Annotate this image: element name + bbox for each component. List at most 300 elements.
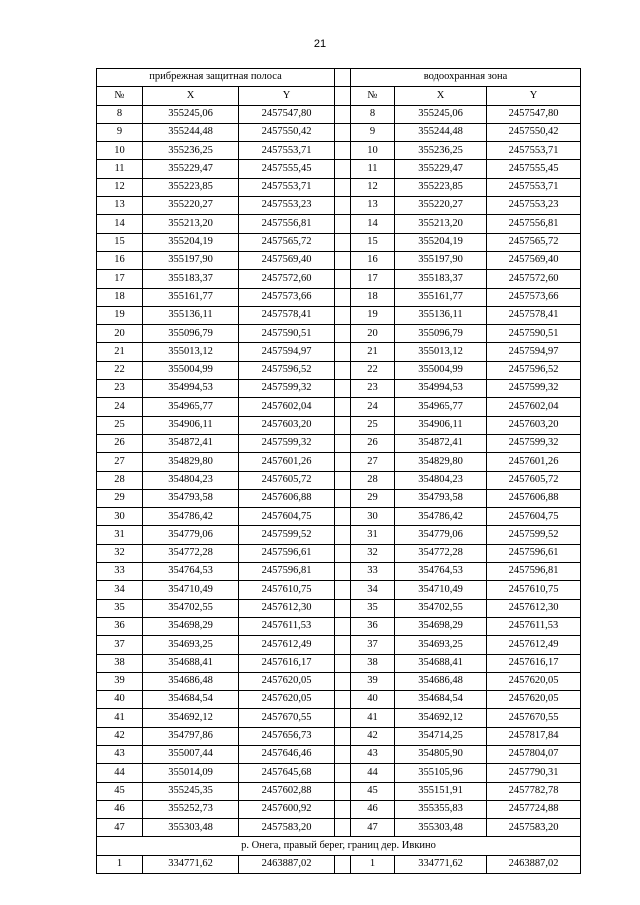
right-num-cell: 15 (351, 233, 395, 251)
left-y-cell: 2457670,55 (239, 709, 335, 727)
left-y-cell: 2457594,97 (239, 343, 335, 361)
right-num-cell: 11 (351, 160, 395, 178)
left-y-cell: 2457602,04 (239, 398, 335, 416)
table-row (97, 361, 581, 379)
table-row (97, 105, 581, 123)
right-y-cell: 2457569,40 (487, 251, 581, 269)
column-gap (335, 691, 351, 709)
left-y-cell: 2457596,61 (239, 544, 335, 562)
left-y-cell: 2457555,45 (239, 160, 335, 178)
left-x-cell: 355223,85 (143, 178, 239, 196)
right-x-cell: 355151,91 (395, 782, 487, 800)
right-y-cell: 2457596,52 (487, 361, 581, 379)
right-x-cell: 354772,28 (395, 544, 487, 562)
column-gap (335, 87, 351, 105)
table-row (97, 599, 581, 617)
table-row (97, 325, 581, 343)
column-gap (335, 361, 351, 379)
column-gap (335, 599, 351, 617)
right-num-cell: 17 (351, 270, 395, 288)
left-num-cell: 31 (97, 526, 143, 544)
right-x-cell: 354786,42 (395, 508, 487, 526)
column-gap (335, 819, 351, 837)
right-num-cell: 24 (351, 398, 395, 416)
right-x-cell: 355096,79 (395, 325, 487, 343)
left-x-cell: 355303,48 (143, 819, 239, 837)
right-y-cell: 2457556,81 (487, 215, 581, 233)
left-x-cell: 355183,37 (143, 270, 239, 288)
column-gap (335, 563, 351, 581)
right-x-cell: 354906,11 (395, 416, 487, 434)
left-x-cell: 354686,48 (143, 672, 239, 690)
column-gap (335, 526, 351, 544)
left-y-cell: 2457578,41 (239, 306, 335, 324)
left-num-cell: 19 (97, 306, 143, 324)
right-num-cell: 16 (351, 251, 395, 269)
left-num-cell: 36 (97, 617, 143, 635)
right-num-cell: 20 (351, 325, 395, 343)
column-gap (335, 855, 351, 873)
left-y-cell: 2457645,68 (239, 764, 335, 782)
page-number: 21 (313, 38, 327, 50)
table-row (97, 617, 581, 635)
table-row (97, 416, 581, 434)
table-row (97, 855, 581, 873)
left-x-cell: 354779,06 (143, 526, 239, 544)
left-y-cell: 2457616,17 (239, 654, 335, 672)
column-gap (335, 544, 351, 562)
right-y-cell: 2457612,49 (487, 636, 581, 654)
right-x-cell: 354829,80 (395, 453, 487, 471)
right-x-cell: 354965,77 (395, 398, 487, 416)
column-gap (335, 343, 351, 361)
right-num-cell: 37 (351, 636, 395, 654)
coordinates-table (96, 68, 581, 874)
right-x-cell: 354805,90 (395, 745, 487, 763)
left-y-cell: 2457612,30 (239, 599, 335, 617)
column-gap (335, 306, 351, 324)
right-y-header: Y (487, 87, 581, 105)
left-num-cell: 47 (97, 819, 143, 837)
right-num-cell: 18 (351, 288, 395, 306)
left-num-cell: 28 (97, 471, 143, 489)
left-num-cell: 1 (97, 855, 143, 873)
right-y-cell: 2457550,42 (487, 123, 581, 141)
right-num-cell: 31 (351, 526, 395, 544)
left-y-cell: 2457620,05 (239, 672, 335, 690)
left-x-cell: 355252,73 (143, 800, 239, 818)
table-row (97, 672, 581, 690)
right-y-cell: 2457599,32 (487, 380, 581, 398)
left-y-header: Y (239, 87, 335, 105)
table-row (97, 544, 581, 562)
left-y-cell: 2457590,51 (239, 325, 335, 343)
table-row (97, 782, 581, 800)
section-caption: р. Онега, правый берег, границ дер. Ивкино (97, 837, 581, 855)
right-num-cell: 46 (351, 800, 395, 818)
left-x-cell: 355096,79 (143, 325, 239, 343)
table-row (97, 215, 581, 233)
table-row (97, 197, 581, 215)
left-y-cell: 2457646,46 (239, 745, 335, 763)
right-y-cell: 2457583,20 (487, 819, 581, 837)
right-x-cell: 355355,83 (395, 800, 487, 818)
left-num-cell: 35 (97, 599, 143, 617)
column-header-row (97, 87, 581, 105)
right-num-cell: 21 (351, 343, 395, 361)
column-gap (335, 270, 351, 288)
right-num-cell: 27 (351, 453, 395, 471)
right-x-cell: 355213,20 (395, 215, 487, 233)
left-num-cell: 21 (97, 343, 143, 361)
left-y-cell: 2463887,02 (239, 855, 335, 873)
left-num-cell: 39 (97, 672, 143, 690)
left-x-cell: 355014,09 (143, 764, 239, 782)
left-x-cell: 355229,47 (143, 160, 239, 178)
table-row (97, 764, 581, 782)
right-y-cell: 2457565,72 (487, 233, 581, 251)
right-y-cell: 2457804,07 (487, 745, 581, 763)
table-row (97, 508, 581, 526)
right-x-cell: 354693,25 (395, 636, 487, 654)
right-x-cell: 355004,99 (395, 361, 487, 379)
column-gap (335, 380, 351, 398)
left-y-cell: 2457599,52 (239, 526, 335, 544)
right-num-cell: 34 (351, 581, 395, 599)
left-num-cell: 12 (97, 178, 143, 196)
table-row (97, 800, 581, 818)
left-x-cell: 355220,27 (143, 197, 239, 215)
right-x-cell: 355223,85 (395, 178, 487, 196)
right-num-cell: 26 (351, 434, 395, 452)
left-y-cell: 2457620,05 (239, 691, 335, 709)
column-gap (335, 105, 351, 123)
right-y-cell: 2457572,60 (487, 270, 581, 288)
column-gap (335, 251, 351, 269)
right-y-cell: 2457603,20 (487, 416, 581, 434)
right-y-cell: 2457616,17 (487, 654, 581, 672)
table-row (97, 489, 581, 507)
left-y-cell: 2457553,71 (239, 142, 335, 160)
left-x-cell: 334771,62 (143, 855, 239, 873)
right-y-cell: 2457620,05 (487, 691, 581, 709)
column-gap (335, 142, 351, 160)
right-num-cell: 35 (351, 599, 395, 617)
right-y-cell: 2457612,30 (487, 599, 581, 617)
column-gap (335, 617, 351, 635)
right-num-cell: 44 (351, 764, 395, 782)
left-x-cell: 354906,11 (143, 416, 239, 434)
right-y-cell: 2457578,41 (487, 306, 581, 324)
right-x-cell: 354692,12 (395, 709, 487, 727)
table-row (97, 471, 581, 489)
table-row (97, 581, 581, 599)
left-y-cell: 2457569,40 (239, 251, 335, 269)
right-y-cell: 2457782,78 (487, 782, 581, 800)
column-gap (335, 654, 351, 672)
left-num-cell: 14 (97, 215, 143, 233)
right-y-cell: 2457599,32 (487, 434, 581, 452)
section-caption-row (97, 837, 581, 855)
left-num-header: № (97, 87, 143, 105)
right-num-cell: 47 (351, 819, 395, 837)
right-x-cell: 355161,77 (395, 288, 487, 306)
right-y-cell: 2457553,71 (487, 142, 581, 160)
column-gap (335, 727, 351, 745)
column-gap (335, 782, 351, 800)
left-x-cell: 355004,99 (143, 361, 239, 379)
column-gap (335, 453, 351, 471)
right-x-cell: 354764,53 (395, 563, 487, 581)
left-x-cell: 354692,12 (143, 709, 239, 727)
left-num-cell: 41 (97, 709, 143, 727)
right-num-cell: 41 (351, 709, 395, 727)
left-x-cell: 354829,80 (143, 453, 239, 471)
table-row (97, 563, 581, 581)
right-x-cell: 354710,49 (395, 581, 487, 599)
right-section-title: водоохранная зона (351, 69, 581, 87)
table-row (97, 380, 581, 398)
right-num-cell: 42 (351, 727, 395, 745)
left-y-cell: 2457553,23 (239, 197, 335, 215)
right-x-header: X (395, 87, 487, 105)
left-y-cell: 2457596,52 (239, 361, 335, 379)
left-num-cell: 24 (97, 398, 143, 416)
table-row (97, 306, 581, 324)
right-y-cell: 2463887,02 (487, 855, 581, 873)
right-x-cell: 355245,06 (395, 105, 487, 123)
left-num-cell: 46 (97, 800, 143, 818)
column-gap (335, 233, 351, 251)
left-x-cell: 355013,12 (143, 343, 239, 361)
left-num-cell: 13 (97, 197, 143, 215)
left-x-cell: 354693,25 (143, 636, 239, 654)
table-row (97, 691, 581, 709)
column-gap (335, 398, 351, 416)
right-num-cell: 40 (351, 691, 395, 709)
right-x-cell: 355244,48 (395, 123, 487, 141)
left-num-cell: 20 (97, 325, 143, 343)
left-y-cell: 2457596,81 (239, 563, 335, 581)
column-gap (335, 800, 351, 818)
right-y-cell: 2457610,75 (487, 581, 581, 599)
left-y-cell: 2457600,92 (239, 800, 335, 818)
right-num-header: № (351, 87, 395, 105)
right-num-cell: 28 (351, 471, 395, 489)
right-y-cell: 2457553,23 (487, 197, 581, 215)
table-row (97, 745, 581, 763)
right-num-cell: 14 (351, 215, 395, 233)
right-num-cell: 10 (351, 142, 395, 160)
left-y-cell: 2457656,73 (239, 727, 335, 745)
table-row (97, 270, 581, 288)
column-gap (335, 764, 351, 782)
column-gap (335, 123, 351, 141)
right-num-cell: 38 (351, 654, 395, 672)
left-num-cell: 40 (97, 691, 143, 709)
table-row (97, 288, 581, 306)
section-title-row (97, 69, 581, 87)
right-y-cell: 2457620,05 (487, 672, 581, 690)
left-y-cell: 2457612,49 (239, 636, 335, 654)
left-x-cell: 355197,90 (143, 251, 239, 269)
left-x-cell: 354684,54 (143, 691, 239, 709)
right-x-cell: 354804,23 (395, 471, 487, 489)
left-x-cell: 354698,29 (143, 617, 239, 635)
left-y-cell: 2457605,72 (239, 471, 335, 489)
right-num-cell: 13 (351, 197, 395, 215)
left-num-cell: 9 (97, 123, 143, 141)
right-y-cell: 2457790,31 (487, 764, 581, 782)
left-y-cell: 2457604,75 (239, 508, 335, 526)
left-x-cell: 355161,77 (143, 288, 239, 306)
right-x-cell: 355136,11 (395, 306, 487, 324)
right-x-cell: 355236,25 (395, 142, 487, 160)
left-num-cell: 18 (97, 288, 143, 306)
table-row (97, 727, 581, 745)
right-num-cell: 29 (351, 489, 395, 507)
column-gap (335, 508, 351, 526)
left-x-cell: 355244,48 (143, 123, 239, 141)
column-gap (335, 160, 351, 178)
left-x-cell: 355245,35 (143, 782, 239, 800)
left-x-cell: 354872,41 (143, 434, 239, 452)
right-num-cell: 39 (351, 672, 395, 690)
column-gap (335, 69, 351, 87)
column-gap (335, 672, 351, 690)
left-num-cell: 23 (97, 380, 143, 398)
column-gap (335, 197, 351, 215)
left-num-cell: 29 (97, 489, 143, 507)
table-row (97, 160, 581, 178)
right-x-cell: 355197,90 (395, 251, 487, 269)
table-row (97, 123, 581, 141)
right-x-cell: 354702,55 (395, 599, 487, 617)
table-row (97, 251, 581, 269)
left-x-cell: 354710,49 (143, 581, 239, 599)
column-gap (335, 178, 351, 196)
right-num-cell: 8 (351, 105, 395, 123)
left-num-cell: 44 (97, 764, 143, 782)
right-x-cell: 354994,53 (395, 380, 487, 398)
right-x-cell: 354684,54 (395, 691, 487, 709)
left-x-cell: 354702,55 (143, 599, 239, 617)
left-num-cell: 15 (97, 233, 143, 251)
column-gap (335, 636, 351, 654)
right-y-cell: 2457602,04 (487, 398, 581, 416)
table-row (97, 178, 581, 196)
right-y-cell: 2457590,51 (487, 325, 581, 343)
right-x-cell: 355183,37 (395, 270, 487, 288)
left-y-cell: 2457573,66 (239, 288, 335, 306)
table-row (97, 142, 581, 160)
right-y-cell: 2457596,61 (487, 544, 581, 562)
table-row (97, 526, 581, 544)
right-x-cell: 354686,48 (395, 672, 487, 690)
right-num-cell: 33 (351, 563, 395, 581)
left-num-cell: 27 (97, 453, 143, 471)
left-x-cell: 354786,42 (143, 508, 239, 526)
left-y-cell: 2457547,80 (239, 105, 335, 123)
left-y-cell: 2457599,32 (239, 380, 335, 398)
left-num-cell: 16 (97, 251, 143, 269)
left-y-cell: 2457606,88 (239, 489, 335, 507)
right-num-cell: 19 (351, 306, 395, 324)
table-row (97, 453, 581, 471)
right-num-cell: 45 (351, 782, 395, 800)
right-x-cell: 355013,12 (395, 343, 487, 361)
right-x-cell: 355220,27 (395, 197, 487, 215)
left-y-cell: 2457599,32 (239, 434, 335, 452)
table-row (97, 654, 581, 672)
left-x-cell: 354764,53 (143, 563, 239, 581)
right-x-cell: 354793,58 (395, 489, 487, 507)
column-gap (335, 709, 351, 727)
right-y-cell: 2457604,75 (487, 508, 581, 526)
right-num-cell: 22 (351, 361, 395, 379)
right-x-cell: 354688,41 (395, 654, 487, 672)
left-x-cell: 354772,28 (143, 544, 239, 562)
right-y-cell: 2457605,72 (487, 471, 581, 489)
column-gap (335, 434, 351, 452)
left-x-cell: 354688,41 (143, 654, 239, 672)
table-row (97, 636, 581, 654)
left-num-cell: 25 (97, 416, 143, 434)
left-num-cell: 34 (97, 581, 143, 599)
right-x-cell: 355105,96 (395, 764, 487, 782)
right-num-cell: 25 (351, 416, 395, 434)
left-x-cell: 354804,23 (143, 471, 239, 489)
left-num-cell: 30 (97, 508, 143, 526)
table-row (97, 819, 581, 837)
right-y-cell: 2457817,84 (487, 727, 581, 745)
left-y-cell: 2457550,42 (239, 123, 335, 141)
right-num-cell: 23 (351, 380, 395, 398)
right-y-cell: 2457606,88 (487, 489, 581, 507)
left-section-title: прибрежная защитная полоса (97, 69, 335, 87)
left-num-cell: 10 (97, 142, 143, 160)
left-y-cell: 2457553,71 (239, 178, 335, 196)
right-y-cell: 2457553,71 (487, 178, 581, 196)
table-row (97, 233, 581, 251)
right-y-cell: 2457601,26 (487, 453, 581, 471)
left-x-cell: 354797,86 (143, 727, 239, 745)
right-x-cell: 354779,06 (395, 526, 487, 544)
column-gap (335, 416, 351, 434)
right-y-cell: 2457573,66 (487, 288, 581, 306)
right-x-cell: 355303,48 (395, 819, 487, 837)
left-y-cell: 2457601,26 (239, 453, 335, 471)
left-num-cell: 45 (97, 782, 143, 800)
left-y-cell: 2457603,20 (239, 416, 335, 434)
right-y-cell: 2457547,80 (487, 105, 581, 123)
left-num-cell: 33 (97, 563, 143, 581)
right-num-cell: 9 (351, 123, 395, 141)
column-gap (335, 325, 351, 343)
left-x-cell: 355204,19 (143, 233, 239, 251)
right-num-cell: 36 (351, 617, 395, 635)
right-x-cell: 354698,29 (395, 617, 487, 635)
right-y-cell: 2457596,81 (487, 563, 581, 581)
left-num-cell: 42 (97, 727, 143, 745)
left-num-cell: 8 (97, 105, 143, 123)
left-y-cell: 2457602,88 (239, 782, 335, 800)
left-num-cell: 32 (97, 544, 143, 562)
right-num-cell: 32 (351, 544, 395, 562)
left-x-cell: 355007,44 (143, 745, 239, 763)
left-x-cell: 354793,58 (143, 489, 239, 507)
left-y-cell: 2457610,75 (239, 581, 335, 599)
